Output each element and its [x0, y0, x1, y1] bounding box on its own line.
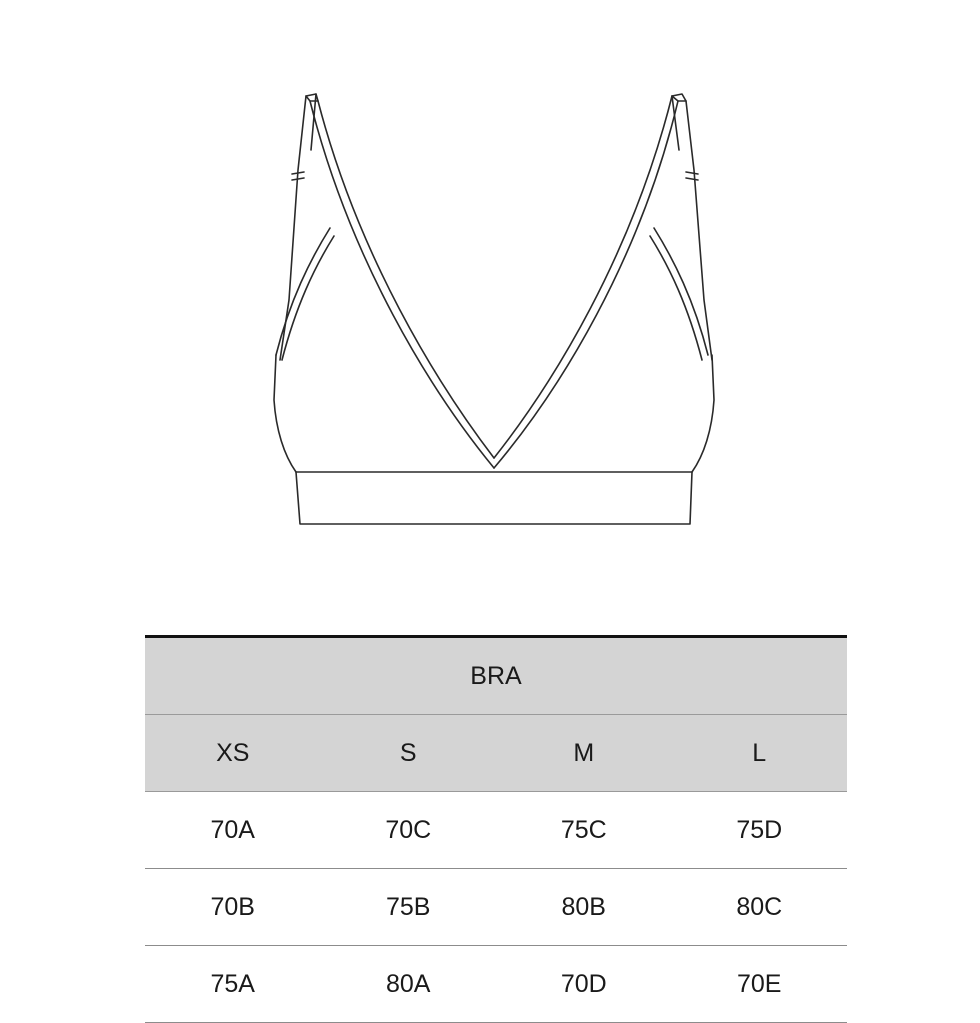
- table-cell: 70D: [496, 946, 672, 1023]
- table-cell: 70A: [145, 792, 321, 869]
- table-cell: 70E: [672, 946, 848, 1023]
- table-cell: 80B: [496, 869, 672, 946]
- table-cell: 70B: [145, 869, 321, 946]
- table-title: BRA: [145, 637, 847, 715]
- table-cell: 75C: [496, 792, 672, 869]
- column-header-m: M: [496, 715, 672, 792]
- table-title-row: [145, 637, 847, 715]
- table-row: [145, 792, 847, 869]
- table-row: [145, 946, 847, 1023]
- table-cell: 70C: [321, 792, 497, 869]
- column-header-xs: XS: [145, 715, 321, 792]
- table-cell: 80C: [672, 869, 848, 946]
- table-cell: 75D: [672, 792, 848, 869]
- table-cell: 75B: [321, 869, 497, 946]
- table-cell: 80A: [321, 946, 497, 1023]
- column-header-s: S: [321, 715, 497, 792]
- column-header-l: L: [672, 715, 848, 792]
- table-header-row: [145, 715, 847, 792]
- table-cell: 75A: [145, 946, 321, 1023]
- table-row: [145, 869, 847, 946]
- size-chart-table: [145, 635, 847, 1023]
